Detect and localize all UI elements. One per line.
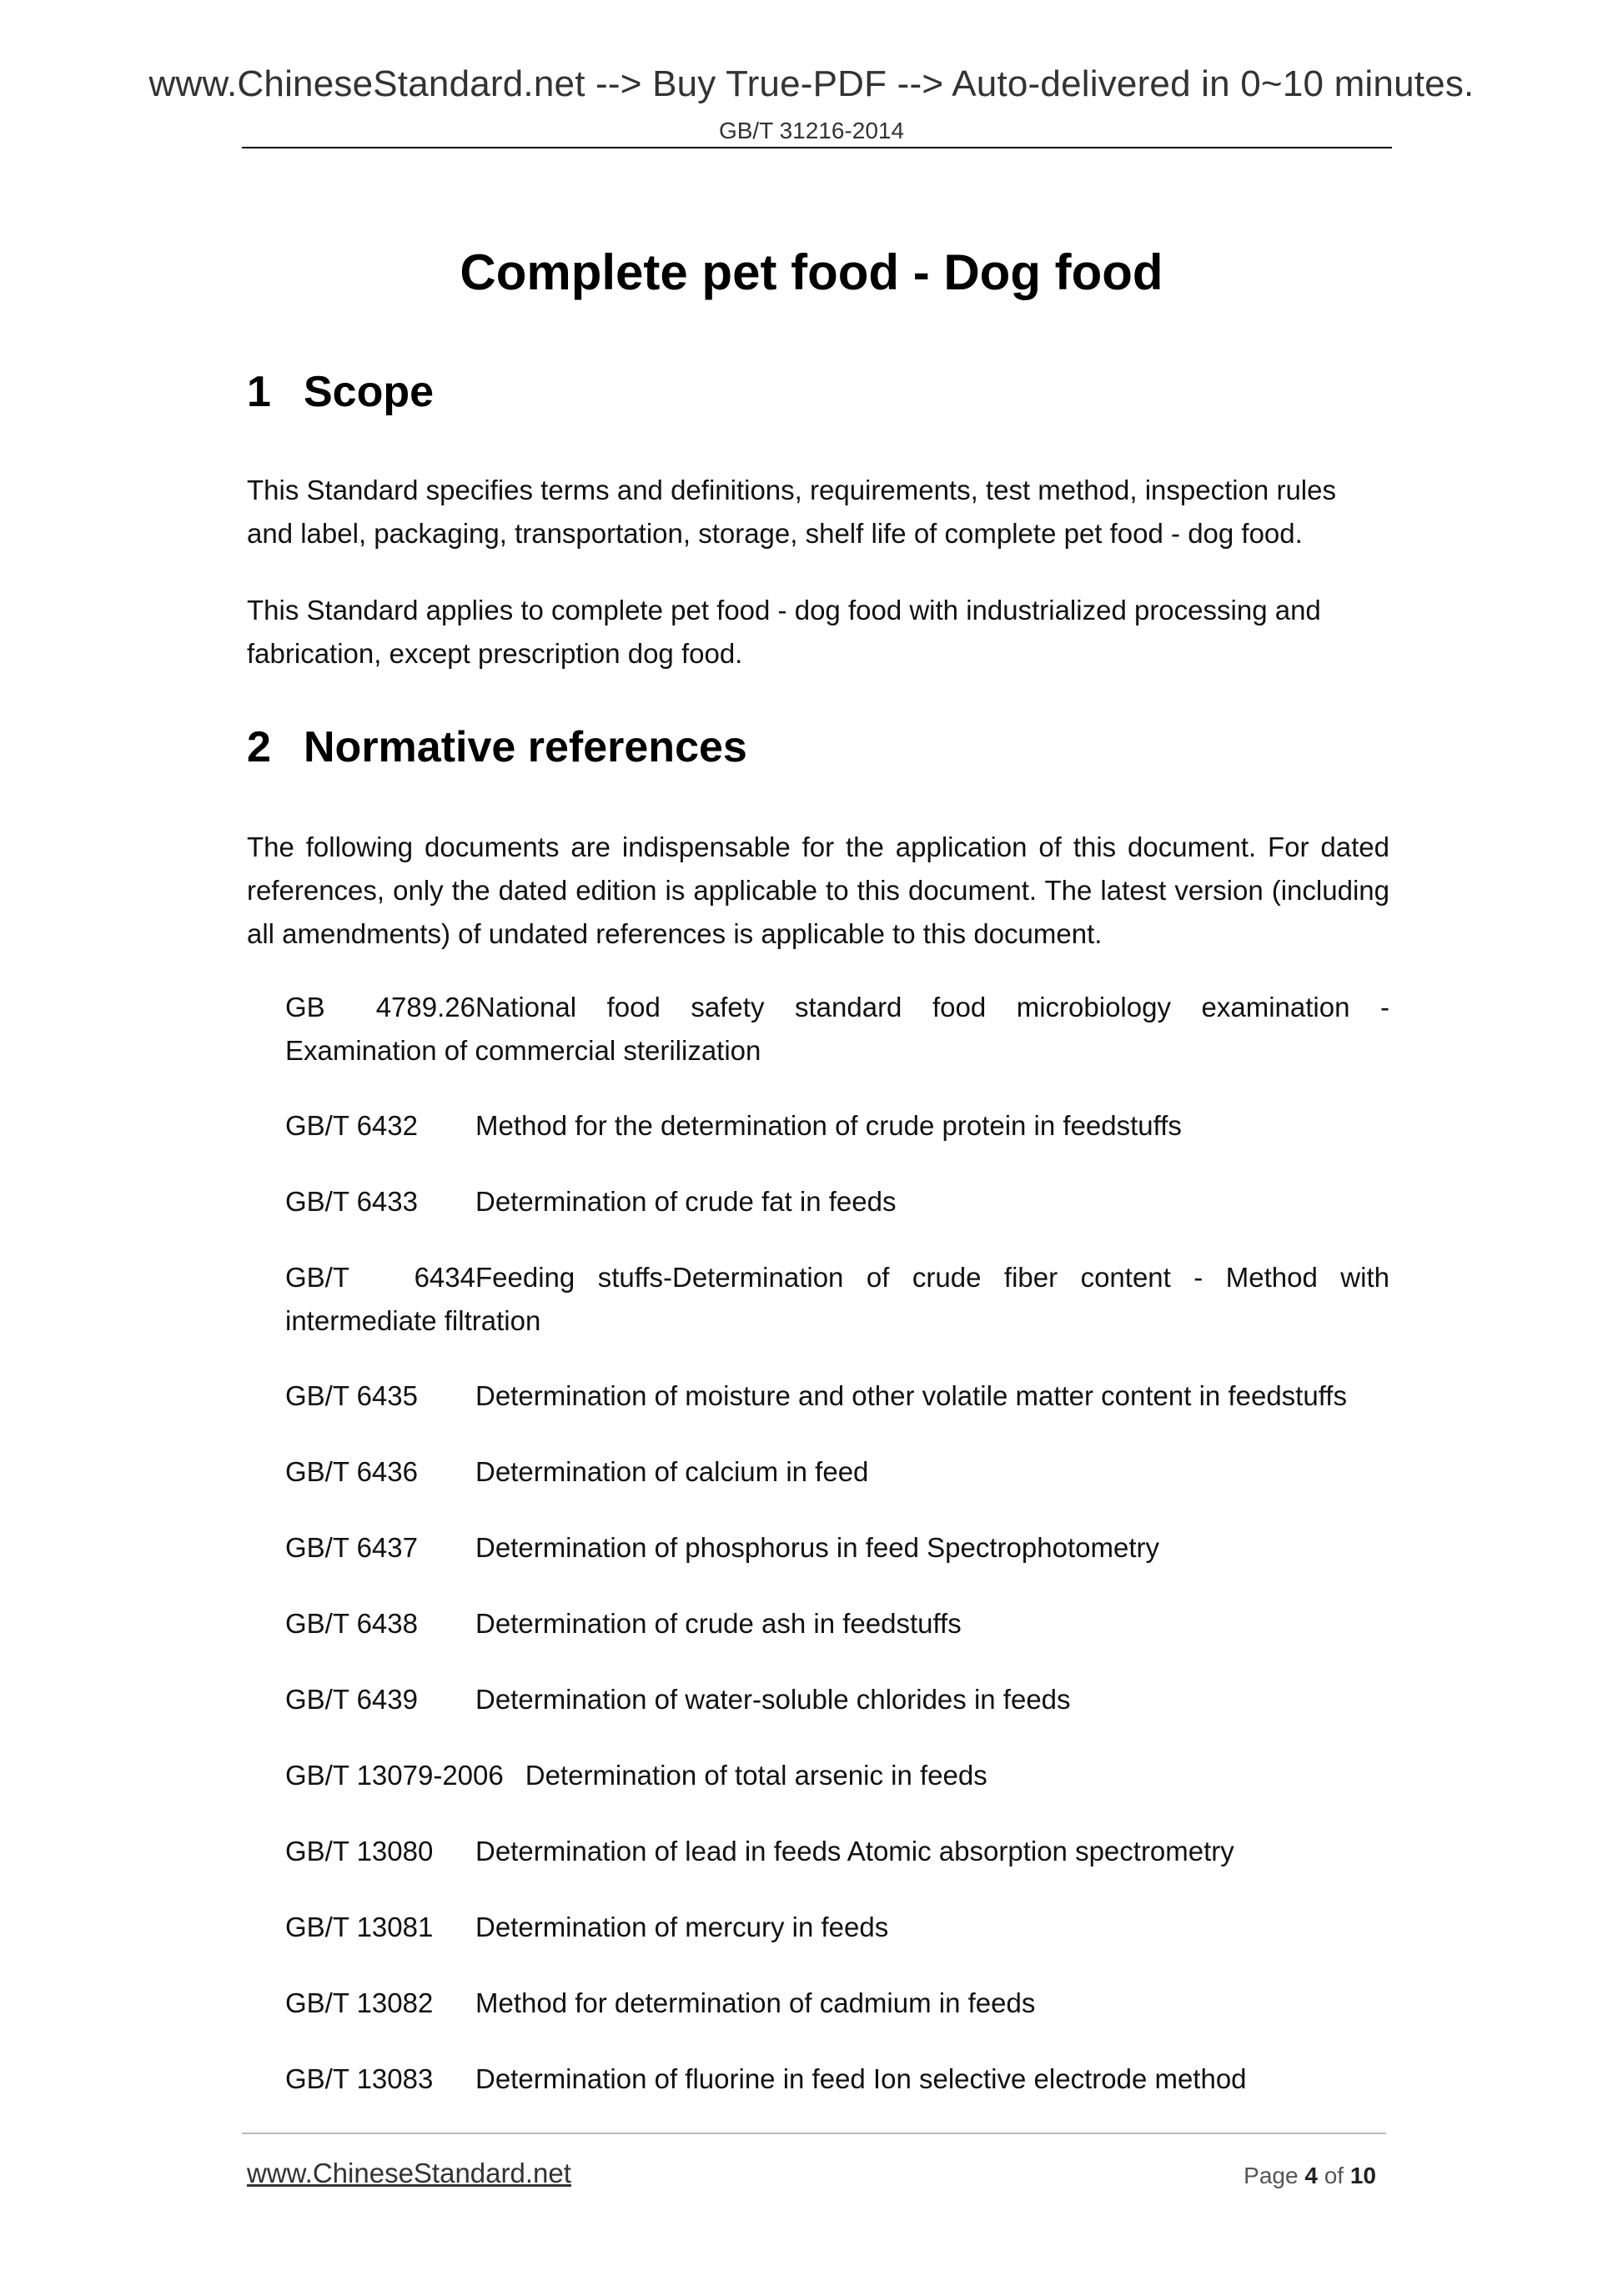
reference-code: GB 4789.26: [285, 992, 475, 1022]
section-title: Normative references: [304, 723, 747, 771]
reference-title: Determination of crude ash in feedstuffs: [475, 1608, 962, 1639]
reference-title: Determination of calcium in feed: [475, 1456, 869, 1487]
reference-item: [285, 1526, 1389, 1570]
reference-item: [285, 1104, 1389, 1148]
reference-code: GB/T 13080: [285, 1836, 434, 1866]
page-number: 4: [1304, 2163, 1318, 2188]
reference-item: [285, 2057, 1389, 2101]
reference-code: GB/T 13083: [285, 2063, 434, 2094]
reference-title: Determination of fluorine in feed Ion selective electrode method: [475, 2063, 1247, 2094]
reference-code: GB/T 13079-2006: [285, 1760, 504, 1791]
reference-code: GB/T 6438: [285, 1608, 418, 1639]
page-indicator: [1234, 2163, 1376, 2189]
reference-code: GB/T 6433: [285, 1186, 418, 1217]
reference-item: [285, 1754, 1389, 1797]
scope-paragraph-2: This Standard applies to complete pet food - dog food with industrialized processing and fabrication, except prescription dog food.: [247, 595, 1321, 669]
reference-title: Method for determination of cadmium in feeds: [475, 1987, 1036, 2018]
reference-title: Determination of crude fat in feeds: [475, 1186, 897, 1217]
reference-code: GB/T 6439: [285, 1684, 418, 1715]
reference-item: [285, 1450, 1389, 1494]
section-heading-scope: [247, 367, 434, 417]
reference-title: Determination of mercury in feeds: [475, 1912, 889, 1942]
reference-title: Determination of lead in feeds Atomic absorption spectrometry: [475, 1836, 1234, 1866]
footer-divider: [242, 2133, 1386, 2134]
top-banner[interactable]: www.ChineseStandard.net --> Buy True-PDF --> Auto-delivered in 0~10 minutes.: [148, 63, 1475, 104]
footer-site-link[interactable]: www.ChineseStandard.net: [247, 2158, 571, 2188]
reference-item: [285, 1602, 1389, 1645]
reference-title: Determination of phosphorus in feed Spectrophotometry: [475, 1532, 1159, 1563]
reference-title: Feeding stuffs-Determination of crude fiber content - Method with: [475, 1262, 1389, 1293]
reference-title-continued: intermediate filtration: [285, 1305, 541, 1336]
page-label: Page: [1244, 2163, 1299, 2188]
reference-title: National food safety standard food microbiology examination -: [475, 992, 1389, 1022]
reference-title: Determination of moisture and other volatile matter content in feedstuffs: [475, 1380, 1347, 1411]
section-number: 2: [247, 723, 271, 771]
reference-item: [285, 1830, 1389, 1873]
document-title: Complete pet food - Dog food: [460, 244, 1163, 300]
reference-code: GB/T 13082: [285, 1987, 434, 2018]
reference-title: Determination of water-soluble chlorides in feeds: [475, 1684, 1071, 1715]
standard-code: GB/T 31216-2014: [718, 118, 905, 143]
section-title: Scope: [304, 368, 435, 416]
reference-item: [285, 1906, 1389, 1949]
section-number: 1: [247, 368, 271, 416]
reference-item: [285, 1374, 1389, 1418]
reference-title: Method for the determination of crude protein in feedstuffs: [475, 1110, 1182, 1141]
section-heading-normative-references: [247, 722, 747, 772]
reference-code: GB/T 6435: [285, 1380, 418, 1411]
header-divider: [242, 147, 1392, 148]
reference-item: [285, 1678, 1389, 1721]
reference-title: Determination of total arsenic in feeds: [525, 1760, 987, 1791]
normative-references-paragraph: The following documents are indispensable for the application of this document. For dated references, only the dated edition is applicable to this document. The latest version (including all amendments) of undated references is applicable to this document.: [247, 831, 1389, 949]
reference-code: GB/T 6437: [285, 1532, 418, 1563]
reference-item: [285, 986, 1389, 1073]
reference-title-continued: Examination of commercial sterilization: [285, 1035, 761, 1066]
reference-code: GB/T 13081: [285, 1912, 434, 1942]
scope-paragraph-1: This Standard specifies terms and definitions, requirements, test method, inspection rules and label, packaging, transportation, storage, shelf life of complete pet food - dog food.: [247, 475, 1336, 549]
reference-item: [285, 1180, 1389, 1223]
page-total: 10: [1349, 2163, 1376, 2188]
page-of-label: of: [1324, 2163, 1344, 2188]
reference-code: GB/T 6436: [285, 1456, 418, 1487]
reference-item: [285, 1256, 1389, 1343]
reference-item: [285, 1982, 1389, 2025]
reference-code: GB/T 6434: [285, 1262, 475, 1293]
reference-code: GB/T 6432: [285, 1110, 418, 1141]
